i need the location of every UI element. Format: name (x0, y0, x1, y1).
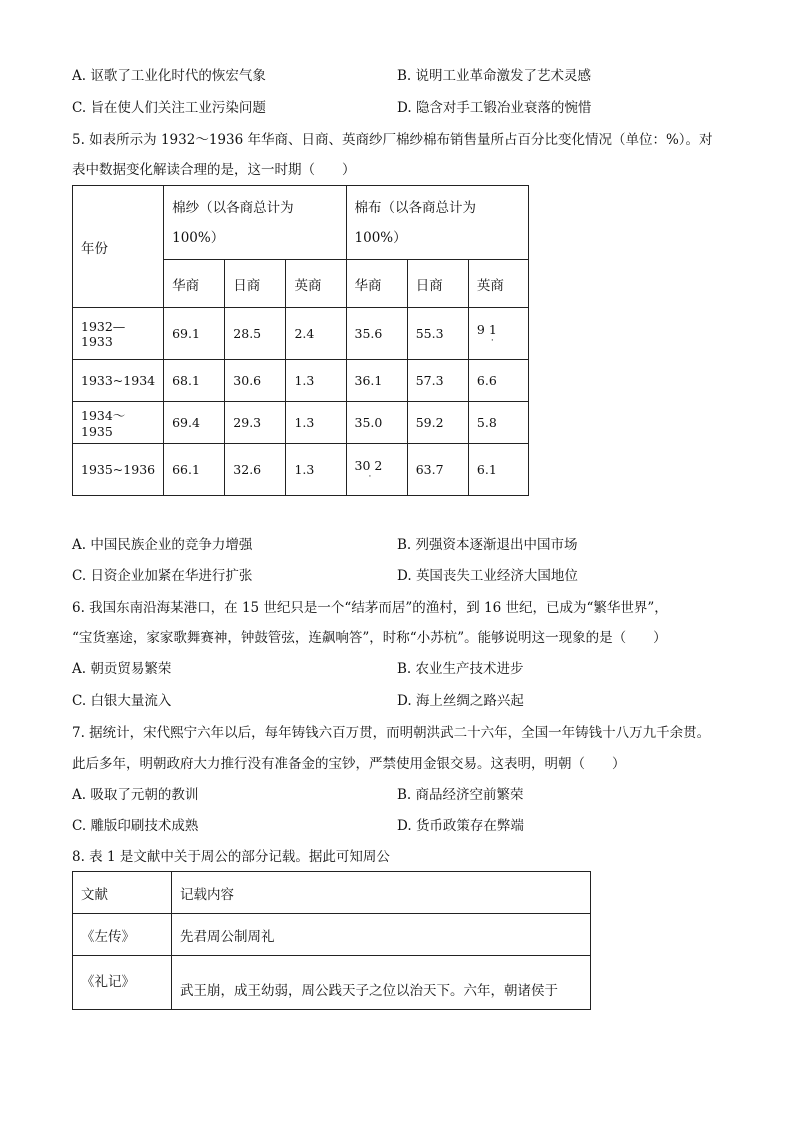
sub-header: 华商 (164, 260, 225, 308)
q5-stem-line1: 5. 如表所示为 1932～1936 年华商、日商、英商纱厂棉纱棉布销售量所占百分比变化情况（单位：%）。对 (72, 132, 713, 148)
table-row (73, 402, 529, 444)
value-cell: 59.2 (407, 402, 468, 444)
q6-stem-line1: 6. 我国东南沿海某港口，在 15 世纪只是一个“结茅而居”的渔村，到 16 世纪，已成为“繁华世界”， (72, 600, 668, 616)
year-header: 年份 (73, 186, 164, 308)
q5-option-c[interactable]: C. 日资企业加紧在华进行扩张 (72, 568, 253, 584)
q6-stem-line2: “宝货塞途，家家歌舞赛神，钟鼓管弦，连飙响答”，时称“小苏杭”。能够说明这一现象的是（ ） (72, 630, 667, 646)
year-cell: 1933~1934 (73, 360, 164, 402)
value-cell: 36.1 (346, 360, 407, 402)
q7-stem-line2: 此后多年，明朝政府大力推行没有准备金的宝钞，严禁使用金银交易。这表明，明朝（ ） (72, 756, 626, 772)
value-cell: 30.6 (225, 360, 286, 402)
q6-option-d[interactable]: D. 海上丝绸之路兴起 (397, 693, 524, 709)
q4-option-b[interactable]: B. 说明工业革命激发了艺术灵感 (397, 68, 592, 84)
value-cell: 29.3 (225, 402, 286, 444)
q5-option-a[interactable]: A. 中国民族企业的竞争力增强 (72, 537, 253, 553)
q4-option-d[interactable]: D. 隐含对手工锻冶业衰落的惋惜 (397, 100, 592, 116)
q5-option-b[interactable]: B. 列强资本逐渐退出中国市场 (397, 537, 578, 553)
value-cell: 6.1 (468, 444, 528, 496)
value-cell: 1.3 (286, 444, 346, 496)
table-row (73, 360, 529, 402)
value-cell: 63.7 (407, 444, 468, 496)
q5-option-d[interactable]: D. 英国丧失工业经济大国地位 (397, 568, 578, 584)
value-cell: 57.3 (407, 360, 468, 402)
table-row (73, 914, 591, 956)
q7-option-c[interactable]: C. 雕版印刷技术成熟 (72, 818, 199, 834)
year-cell: 1935~1936 (73, 444, 164, 496)
value-cell: 5.8 (468, 402, 528, 444)
value-cell: 68.1 (164, 360, 225, 402)
stray-dot: · (490, 336, 494, 346)
q7-option-d[interactable]: D. 货币政策存在弊端 (397, 818, 524, 834)
q7-stem-line1: 7. 据统计，宋代熙宁六年以后，每年铸钱六百万贯，而明朝洪武二十六年，全国一年铸钱十八万九千余贯。 (72, 725, 711, 741)
q8-source-table (72, 871, 591, 1010)
value-cell: 35.0 (346, 402, 407, 444)
value-cell: 69.4 (164, 402, 225, 444)
value-cell: 28.5 (225, 308, 286, 360)
table-row (73, 956, 591, 1010)
sub-header: 日商 (407, 260, 468, 308)
q6-option-b[interactable]: B. 农业生产技术进步 (397, 661, 524, 677)
q4-option-c[interactable]: C. 旨在使人们关注工业污染问题 (72, 100, 266, 116)
value-cell: 32.6 (225, 444, 286, 496)
cotton-yarn-header: 棉纱（以各商总计为 100%） (164, 186, 346, 260)
q4-option-a[interactable]: A. 讴歌了工业化时代的恢宏气象 (72, 68, 266, 84)
q5-stem-line2: 表中数据变化解读合理的是，这一时期（ ） (72, 162, 356, 178)
value-cell: 30 2 · (346, 444, 407, 496)
q7-option-a[interactable]: A. 吸取了元朝的教训 (72, 787, 199, 803)
q8-stem: 8. 表 1 是文献中关于周公的部分记载。据此可知周公 (72, 849, 390, 865)
q7-option-b[interactable]: B. 商品经济空前繁荣 (397, 787, 524, 803)
sub-header: 英商 (468, 260, 528, 308)
header-content: 记载内容 (172, 872, 591, 914)
year-cell: 1934～1935 (73, 402, 164, 444)
content-cell: 先君周公制周礼 (172, 914, 591, 956)
sub-header: 华商 (346, 260, 407, 308)
value-cell: 9 1 · (468, 308, 528, 360)
value-cell: 6.6 (468, 360, 528, 402)
table-row (73, 308, 529, 360)
value-cell: 69.1 (164, 308, 225, 360)
header-source: 文献 (73, 872, 172, 914)
value-cell: 1.3 (286, 360, 346, 402)
value-cell: 2.4 (286, 308, 346, 360)
value-cell: 55.3 (407, 308, 468, 360)
year-cell: 1932—1933 (73, 308, 164, 360)
value-cell: 66.1 (164, 444, 225, 496)
q6-option-c[interactable]: C. 白银大量流入 (72, 693, 172, 709)
content-cell: 武王崩，成王幼弱，周公践天子之位以治天下。六年，朝诸侯于 (172, 956, 591, 1010)
sub-header: 日商 (225, 260, 286, 308)
table-row (73, 444, 529, 496)
q6-option-a[interactable]: A. 朝贡贸易繁荣 (72, 661, 172, 677)
q5-data-table (72, 185, 529, 496)
sub-header: 英商 (286, 260, 346, 308)
cotton-cloth-header: 棉布（以各商总计为 100%） (346, 186, 528, 260)
value-cell: 35.6 (346, 308, 407, 360)
source-cell: 《左传》 (73, 914, 172, 956)
source-cell: 《礼记》 (73, 956, 172, 1010)
value-cell: 1.3 (286, 402, 346, 444)
stray-dot: · (368, 472, 372, 482)
